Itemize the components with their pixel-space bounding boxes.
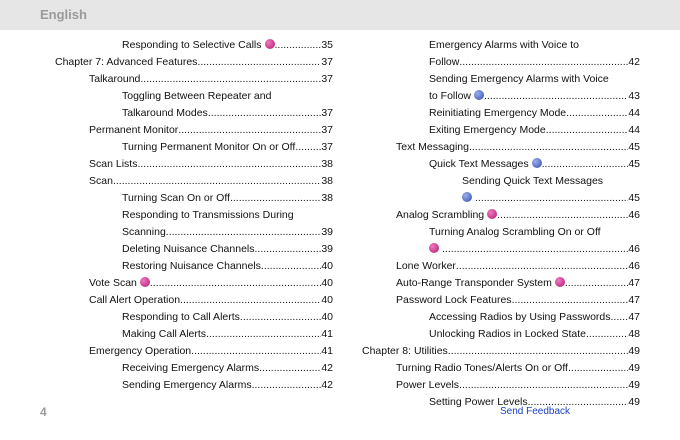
toc-entry-title: Quick Text Messages (429, 156, 542, 173)
toc-page-number: 49 (628, 362, 640, 374)
toc-entry-title: Emergency Operation (89, 345, 192, 357)
toc-entry-title: Chapter 7: Advanced Features (55, 56, 198, 68)
toc-entry[interactable] (362, 360, 640, 377)
toc-entry-title: Accessing Radios by Using Passwords (429, 311, 611, 323)
analog-feature-icon (429, 243, 439, 253)
toc-entry[interactable] (55, 377, 333, 394)
dot-leader (180, 292, 321, 309)
toc-entry-title: Password Lock Features (396, 294, 512, 306)
analog-feature-icon (140, 277, 150, 287)
toc-page-number: 44 (628, 107, 640, 119)
toc-entry[interactable] (55, 156, 333, 173)
toc-entry[interactable] (362, 173, 640, 207)
toc-entry-title: Talkaround Modes (122, 107, 208, 119)
toc-entry-title: Text Messaging (396, 141, 469, 153)
toc-page-number: 40 (321, 294, 333, 306)
toc-page-number: 39 (321, 243, 333, 255)
toc-entry-title: Reinitiating Emergency Mode (429, 107, 567, 119)
toc-page-number: 48 (628, 328, 640, 340)
dot-leader (542, 156, 629, 173)
toc-entry-title: Exiting Emergency Mode (429, 124, 546, 136)
toc-page-number: 42 (321, 362, 333, 374)
toc-entry-title: Lone Worker (396, 260, 456, 272)
toc-entry-title: Scan Lists (89, 158, 138, 170)
toc-entry-title: Auto-Range Transponder System (396, 275, 565, 292)
toc-entry[interactable] (362, 309, 640, 326)
toc-entry-title-line: Emergency Alarms with Voice to (429, 39, 579, 51)
toc-page-number: 41 (321, 345, 333, 357)
toc-entry-title: Scanning (122, 226, 166, 238)
toc-entry[interactable] (55, 190, 333, 207)
dot-leader (497, 207, 628, 224)
dot-leader (484, 88, 628, 105)
toc-entry[interactable] (55, 258, 333, 275)
toc-entry[interactable] (55, 309, 333, 326)
toc-entry[interactable] (55, 37, 333, 54)
toc-entry-title: Turning Scan On or Off (122, 192, 230, 204)
toc-entry[interactable] (362, 156, 640, 173)
dot-leader (459, 54, 628, 71)
toc-entry[interactable] (362, 37, 640, 71)
toc-page-number: 45 (628, 141, 640, 153)
header-bar (0, 0, 680, 30)
dot-leader (191, 343, 321, 360)
toc-entry-title: Responding to Selective Calls (122, 37, 275, 54)
toc-page-number: 45 (628, 158, 640, 170)
toc-entry-title: Responding to Call Alerts (122, 311, 240, 323)
toc-entry[interactable] (55, 88, 333, 122)
page-number: 4 (40, 405, 47, 419)
toc-entry-title: Scan (89, 175, 113, 187)
toc-left-column (55, 37, 333, 394)
analog-feature-icon (265, 39, 275, 49)
dot-leader (442, 241, 628, 258)
digital-feature-icon (532, 158, 542, 168)
toc-entry[interactable] (362, 326, 640, 343)
toc-entry[interactable] (362, 122, 640, 139)
toc-entry-title: Permanent Monitor (89, 124, 179, 136)
dot-leader (150, 275, 321, 292)
dot-leader (166, 224, 322, 241)
dot-leader (448, 343, 629, 360)
dot-leader (206, 326, 321, 343)
toc-entry-title: Turning Permanent Monitor On or Off (122, 141, 296, 153)
toc-entry[interactable] (55, 54, 333, 71)
toc-page-number: 40 (321, 260, 333, 272)
toc-page-number: 38 (321, 158, 333, 170)
toc-page-number: 47 (628, 311, 640, 323)
toc-entry[interactable] (362, 139, 640, 156)
toc-entry[interactable] (55, 139, 333, 156)
dot-leader (255, 241, 322, 258)
toc-entry[interactable] (362, 224, 640, 258)
toc-page-number: 40 (321, 311, 333, 323)
toc-page-number: 41 (321, 328, 333, 340)
toc-entry[interactable] (55, 207, 333, 241)
toc-entry-title: Unlocking Radios in Locked State (429, 328, 587, 340)
toc-entry[interactable] (55, 275, 333, 292)
toc-page-number: 43 (628, 90, 640, 102)
toc-entry-title: Sending Emergency Alarms (122, 379, 252, 391)
toc-page-number: 45 (628, 192, 640, 204)
toc-entry[interactable] (55, 122, 333, 139)
dot-leader (137, 156, 321, 173)
dot-leader (611, 309, 629, 326)
toc-entry[interactable] (55, 343, 333, 360)
dot-leader (295, 139, 321, 156)
toc-entry-title: Call Alert Operation (89, 294, 181, 306)
toc-entry[interactable] (362, 258, 640, 275)
toc-entry-title: Chapter 8: Utilities (362, 345, 448, 357)
dot-leader (469, 139, 628, 156)
toc-entry[interactable] (55, 241, 333, 258)
toc-entry-title: Restoring Nuisance Channels (122, 260, 261, 272)
dot-leader (261, 258, 321, 275)
toc-page-number: 38 (321, 175, 333, 187)
analog-feature-icon (487, 209, 497, 219)
dot-leader (459, 377, 628, 394)
toc-entry[interactable] (362, 105, 640, 122)
toc-page-number: 39 (321, 226, 333, 238)
toc-entry[interactable] (362, 343, 640, 360)
digital-feature-icon (474, 90, 484, 100)
toc-entry[interactable] (362, 71, 640, 105)
toc-page-number: 49 (628, 379, 640, 391)
dot-leader (512, 292, 629, 309)
toc-entry[interactable] (55, 360, 333, 377)
dot-leader (197, 54, 321, 71)
digital-feature-icon (462, 192, 472, 202)
dot-leader (565, 275, 628, 292)
dot-leader (178, 122, 321, 139)
dot-leader (475, 190, 628, 207)
dot-leader (275, 37, 322, 54)
toc-entry[interactable] (362, 207, 640, 224)
toc-entry-title: Vote Scan (89, 275, 150, 292)
toc-page-number: 37 (321, 141, 333, 153)
dot-leader (546, 122, 629, 139)
toc-page-number: 38 (321, 192, 333, 204)
toc-page-number: 46 (628, 260, 640, 272)
language-label: English (40, 7, 87, 22)
toc-page-number: 46 (628, 209, 640, 221)
toc-entry-title-line: Turning Analog Scrambling On or Off (429, 226, 601, 238)
toc-page-number: 46 (628, 243, 640, 255)
toc-entry-title: to Follow (429, 88, 484, 105)
toc-entry-title-line: Sending Emergency Alarms with Voice (429, 73, 609, 85)
toc-entry-title: Setting Power Levels (429, 396, 528, 408)
toc-entry[interactable] (362, 377, 640, 394)
dot-leader (208, 105, 322, 122)
toc-entry-title (462, 190, 475, 207)
toc-entry[interactable] (55, 173, 333, 190)
toc-entry-title: Making Call Alerts (122, 328, 207, 340)
toc-entry[interactable] (362, 292, 640, 309)
send-feedback-link[interactable]: Send Feedback (500, 406, 571, 417)
toc-entry-title: Talkaround (89, 73, 141, 85)
toc-entry-title-line: Responding to Transmissions During (122, 209, 294, 221)
toc-entry-title-line: Sending Quick Text Messages (462, 175, 604, 187)
dot-leader (568, 360, 628, 377)
toc-page-number: 37 (321, 73, 333, 85)
toc-entry-title: Power Levels (396, 379, 460, 391)
toc-entry-title: Follow (429, 56, 460, 68)
toc-page-number: 42 (628, 56, 640, 68)
toc-entry-title: Analog Scrambling (396, 207, 497, 224)
toc-entry-title: Receiving Emergency Alarms (122, 362, 260, 374)
toc-page-number: 37 (321, 124, 333, 136)
toc-page-number: 49 (628, 345, 640, 357)
dot-leader (240, 309, 321, 326)
dot-leader (566, 105, 628, 122)
toc-page-number: 47 (628, 277, 640, 289)
dot-leader (456, 258, 628, 275)
toc-entry-title (429, 241, 442, 258)
toc-entry[interactable] (55, 71, 333, 88)
toc-right-column (362, 37, 640, 411)
toc-entry[interactable] (55, 292, 333, 309)
toc-page-number: 37 (321, 107, 333, 119)
toc-entry-title: Deleting Nuisance Channels (122, 243, 255, 255)
dot-leader (140, 71, 321, 88)
toc-page-number: 42 (321, 379, 333, 391)
toc-entry[interactable] (362, 275, 640, 292)
dot-leader (230, 190, 321, 207)
dot-leader (586, 326, 628, 343)
toc-page-number: 37 (321, 56, 333, 68)
dot-leader (252, 377, 322, 394)
toc-entry-title: Turning Radio Tones/Alerts On or Off (396, 362, 568, 374)
dot-leader (259, 360, 321, 377)
toc-entry-title-line: Toggling Between Repeater and (122, 90, 272, 102)
analog-feature-icon (555, 277, 565, 287)
toc-page-number: 35 (321, 39, 333, 51)
dot-leader (113, 173, 321, 190)
toc-page-number: 49 (628, 396, 640, 408)
toc-page-number: 44 (628, 124, 640, 136)
toc-entry[interactable] (55, 326, 333, 343)
toc-page-number: 47 (628, 294, 640, 306)
toc-page-number: 40 (321, 277, 333, 289)
